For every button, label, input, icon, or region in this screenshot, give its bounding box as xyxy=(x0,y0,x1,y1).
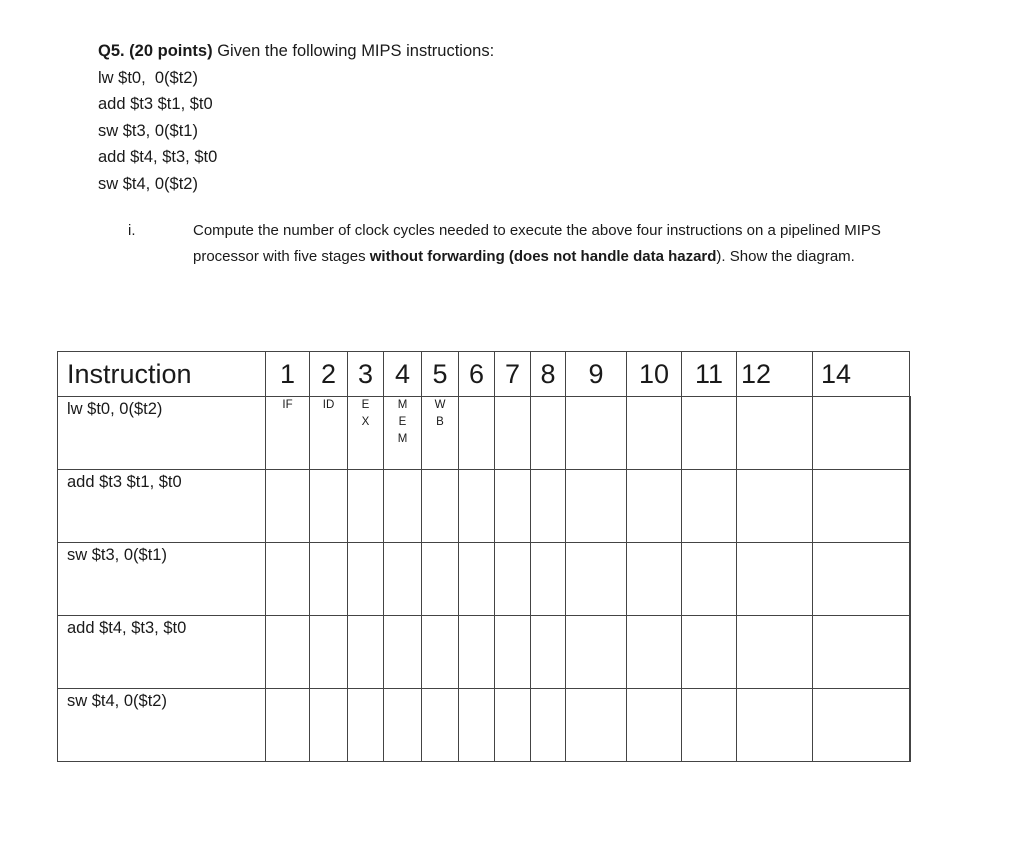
stage-cell xyxy=(266,543,310,616)
instruction-line: sw $t3, 0($t1) xyxy=(98,121,198,140)
question-label: Q5. (20 points) xyxy=(98,42,213,60)
stage-cell xyxy=(813,689,910,762)
stage-cell xyxy=(348,689,384,762)
subquestion-numeral: i. xyxy=(128,222,136,239)
table-body xyxy=(58,397,911,762)
table-row xyxy=(58,616,911,689)
stage-cell xyxy=(459,397,495,470)
stage-cell xyxy=(348,543,384,616)
table-row xyxy=(58,397,911,470)
instruction-cell: sw $t3, 0($t1) xyxy=(58,543,266,616)
stage-cell: IF xyxy=(266,397,310,470)
stage-cell xyxy=(813,543,910,616)
stage-cell xyxy=(910,470,911,543)
subquestion-text-part: Compute the number of clock cycles needed to execute the above four instructions on a pipelined MIPS processor with five stages xyxy=(193,222,881,265)
cycle-header: 9 xyxy=(566,352,627,397)
table-row xyxy=(58,689,911,762)
subquestion-bold-text: without forwarding (does not handle data hazard xyxy=(369,248,717,265)
stage-cell xyxy=(910,689,911,762)
stage-cell xyxy=(531,689,566,762)
cycle-header: 12 xyxy=(737,352,813,397)
stage-cell xyxy=(737,543,813,616)
stage-cell xyxy=(813,616,910,689)
stage-cell xyxy=(682,689,737,762)
stage-cell xyxy=(422,470,459,543)
stage-cell xyxy=(459,470,495,543)
stage-cell xyxy=(384,543,422,616)
instruction-line: sw $t4, 0($t2) xyxy=(98,174,198,193)
table-header-row xyxy=(58,352,911,397)
stage-cell xyxy=(422,543,459,616)
stage-cell xyxy=(266,689,310,762)
stage-cell xyxy=(495,689,531,762)
instruction-cell: add $t3 $t1, $t0 xyxy=(58,470,266,543)
cycle-header: 4 xyxy=(384,352,422,397)
question-block xyxy=(98,38,494,197)
instruction-cell: add $t4, $t3, $t0 xyxy=(58,616,266,689)
stage-cell xyxy=(495,616,531,689)
stage-cell xyxy=(737,397,813,470)
instruction-list xyxy=(98,65,494,198)
stage-cell xyxy=(422,689,459,762)
stage-cell xyxy=(348,616,384,689)
instruction-line: add $t3 $t1, $t0 xyxy=(98,95,213,113)
stage-cell xyxy=(682,543,737,616)
stage-cell xyxy=(627,543,682,616)
subquestion-text xyxy=(193,218,903,270)
stage-cell xyxy=(737,470,813,543)
cycle-header: 6 xyxy=(459,352,495,397)
stage-cell: W B xyxy=(422,397,459,470)
stage-cell xyxy=(627,689,682,762)
stage-cell xyxy=(566,689,627,762)
stage-cell xyxy=(813,470,910,543)
cycle-header: 8 xyxy=(531,352,566,397)
stage-cell: ID xyxy=(310,397,348,470)
table-row xyxy=(58,543,911,616)
stage-cell xyxy=(737,616,813,689)
stage-cell xyxy=(910,616,911,689)
stage-cell xyxy=(627,616,682,689)
cycle-header: 5 xyxy=(422,352,459,397)
stage-cell xyxy=(266,470,310,543)
cycle-header: 2 xyxy=(310,352,348,397)
pipeline-table xyxy=(57,351,911,762)
stage-cell xyxy=(737,689,813,762)
stage-cell xyxy=(459,616,495,689)
instruction-line: lw $t0, 0($t2) xyxy=(98,68,198,87)
cycle-header: 7 xyxy=(495,352,531,397)
question-intro: Given the following MIPS instructions: xyxy=(212,42,495,60)
stage-cell xyxy=(627,470,682,543)
stage-cell xyxy=(566,470,627,543)
cycle-header: 10 xyxy=(627,352,682,397)
stage-cell xyxy=(266,616,310,689)
stage-cell xyxy=(495,397,531,470)
stage-cell: E X xyxy=(348,397,384,470)
stage-cell xyxy=(531,397,566,470)
instruction-cell: sw $t4, 0($t2) xyxy=(58,689,266,762)
stage-cell xyxy=(384,689,422,762)
stage-cell xyxy=(531,470,566,543)
cycle-header: 14 xyxy=(813,352,910,397)
cycle-header: 1 xyxy=(266,352,310,397)
stage-cell xyxy=(566,543,627,616)
stage-cell xyxy=(910,397,911,470)
stage-cell xyxy=(422,616,459,689)
stage-cell xyxy=(682,470,737,543)
instruction-line: add $t4, $t3, $t0 xyxy=(98,148,218,166)
stage-cell xyxy=(348,470,384,543)
instruction-cell: lw $t0, 0($t2) xyxy=(58,397,266,470)
instruction-column-header: Instruction xyxy=(58,352,266,397)
stage-cell xyxy=(459,689,495,762)
stage-cell xyxy=(813,397,910,470)
stage-cell xyxy=(910,543,911,616)
stage-cell xyxy=(310,689,348,762)
question-heading xyxy=(98,38,494,65)
table-row xyxy=(58,470,911,543)
cycle-header: 11 xyxy=(682,352,737,397)
stage-cell xyxy=(566,616,627,689)
stage-cell xyxy=(531,616,566,689)
stage-cell xyxy=(310,543,348,616)
stage-cell xyxy=(384,470,422,543)
stage-cell xyxy=(310,616,348,689)
stage-cell xyxy=(531,543,566,616)
stage-cell xyxy=(682,616,737,689)
stage-cell xyxy=(566,397,627,470)
cycle-header: 3 xyxy=(348,352,384,397)
stage-cell xyxy=(495,470,531,543)
stage-cell xyxy=(310,470,348,543)
stage-cell: M E M xyxy=(384,397,422,470)
stage-cell xyxy=(682,397,737,470)
subquestion-text-end: ). Show the diagram. xyxy=(716,248,855,265)
stage-cell xyxy=(384,616,422,689)
stage-cell xyxy=(627,397,682,470)
stage-cell xyxy=(495,543,531,616)
stage-cell xyxy=(459,543,495,616)
